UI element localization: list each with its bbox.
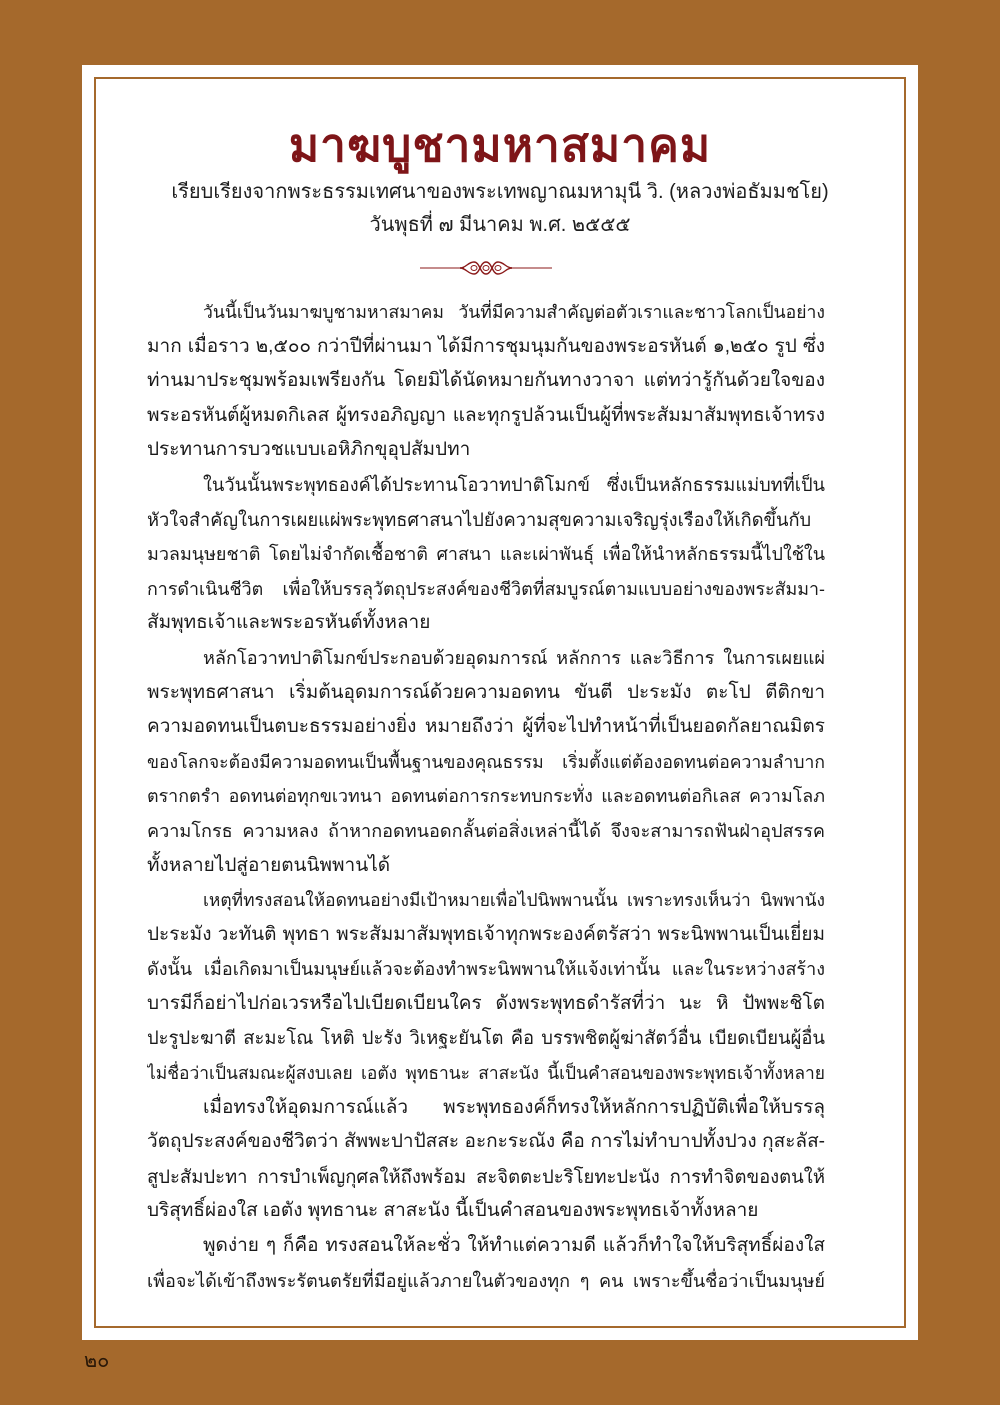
body-line: ประทานการบวชแบบเอหิภิกขุอุปสัมปทา [147, 439, 471, 461]
page-date: วันพุธที่ ๗ มีนาคม พ.ศ. ๒๕๕๕ [369, 214, 631, 236]
body-line: พูดง่าย ๆ ก็คือ ทรงสอนให้ละชั่ว ให้ทำแต่ความดี แล้วก็ทำใจให้บริสุทธิ์ผ่องใส [203, 1235, 825, 1257]
body-line: วันนี้เป็นวันมาฆบูชามหาสมาคม วันที่มีความสำคัญต่อตัวเราและชาวโลกเป็นอย่าง [203, 302, 825, 322]
body-line: ความอดทนเป็นตบะธรรมอย่างยิ่ง หมายถึงว่า ผู้ที่จะไปทำหน้าที่เป็นยอดกัลยาณมิตร [147, 716, 825, 738]
paragraph [147, 468, 825, 641]
body-line: หลักโอวาทปาติโมกข์ประกอบด้วยอุดมการณ์ หลักการ และวิธีการ ในการเผยแผ่ [203, 647, 825, 668]
body-line: ท่านมาประชุมพร้อมเพรียงกัน โดยมิได้นัดหมายกันทางวาจา แต่ทว่ารู้กันด้วยใจของ [147, 370, 825, 392]
body-line: ตรากตรำ อดทนต่อทุกขเวทนา อดทนต่อการกระทบกระทั่ง และอดทนต่อกิเลส ความโลภ [147, 786, 825, 807]
body-line: ดังนั้น เมื่อเกิดมาเป็นมนุษย์แล้วจะต้องทำพระนิพพานให้แจ้งเท่านั้น และในระหว่างสร้าง [147, 959, 825, 980]
body-line: ในวันนั้นพระพุทธองค์ได้ประทานโอวาทปาติโมกข์ ซึ่งเป็นหลักธรรมแม่บทที่เป็น [203, 473, 825, 495]
body-line: เมื่อทรงให้อุดมการณ์แล้ว พระพุทธองค์ก็ทรงให้หลักการปฏิบัติเพื่อให้บรรลุ [203, 1096, 825, 1118]
paragraph [147, 641, 825, 883]
document-page [82, 65, 918, 1340]
body-line: เหตุที่ทรงสอนให้อดทนอย่างมีเป้าหมายเพื่อไปนิพพานนั้น เพราะทรงเห็นว่า นิพพานัง [203, 890, 825, 911]
body-text [147, 295, 825, 1298]
body-line: ของโลกจะต้องมีความอดทนเป็นพื้นฐานของคุณธรรม เริ่มตั้งแต่ต้องอดทนต่อความลำบาก [147, 751, 825, 772]
page-subtitle: เรียบเรียงจากพระธรรมเทศนาของพระเทพญาณมหามุนี วิ. (หลวงพ่อธัมมชโย) [171, 181, 829, 203]
page-number: ๒๐ [84, 1350, 110, 1372]
body-line: หัวใจสำคัญในการเผยแผ่พระพุทธศาสนาไปยังความสุขความเจริญรุ่งเรืองให้เกิดขึ้นกับ [147, 508, 812, 530]
body-line: มาก เมื่อราว ๒,๕๐๐ กว่าปีที่ผ่านมา ได้มีการชุมนุมกันของพระอรหันต์ ๑,๒๕๐ รูป ซึ่ง [147, 335, 825, 357]
body-line: สัมพุทธเจ้าและพระอรหันต์ทั้งหลาย [147, 612, 431, 634]
paragraph [147, 1091, 825, 1229]
body-line: การดำเนินชีวิต เพื่อให้บรรลุวัตถุประสงค์ของชีวิตที่สมบูรณ์ตามแบบอย่างของพระสัมมา- [147, 578, 825, 599]
body-line: พระพุทธศาสนา เริ่มต้นอุดมการณ์ด้วยความอดทน ขันตี ปะระมัง ตะโป ตีติกขา [147, 681, 825, 703]
body-line: ปะระมัง วะทันติ พุทธา พระสัมมาสัมพุทธเจ้าทุกพระองค์ตรัสว่า พระนิพพานเป็นเยี่ยม [147, 923, 825, 945]
body-line: บารมีก็อย่าไปก่อเวรหรือไปเบียดเบียนใคร ดังพระพุทธดำรัสที่ว่า นะ หิ ปัพพะชิโต [147, 992, 825, 1014]
paragraph [147, 1229, 825, 1298]
body-line: สูปะสัมปะทา การบำเพ็ญกุศลให้ถึงพร้อม สะจิตตะปะริโยทะปะนัง การทำจิตของตนให้ [147, 1165, 825, 1187]
body-line: วัตถุประสงค์ของชีวิตว่า สัพพะปาปัสสะ อะกะระณัง คือ การไม่ทำบาปทั้งปวง กุสะลัส- [147, 1131, 825, 1153]
paragraph [147, 883, 825, 1091]
body-line: ทั้งหลายไปสู่อายตนนิพพานได้ [147, 854, 391, 876]
body-line: มวลมนุษยชาติ โดยไม่จำกัดเชื้อชาติ ศาสนา และเผ่าพันธุ์ เพื่อให้นำหลักธรรมนี้ไปใช้ใน [147, 544, 825, 565]
body-line: บริสุทธิ์ผ่องใส เอตัง พุทธานะ สาสะนัง นี้เป็นคำสอนของพระพุทธเจ้าทั้งหลาย [147, 1200, 759, 1222]
ornament-divider-icon [420, 258, 552, 278]
body-line: ความโกรธ ความหลง ถ้าหากอดทนอดกลั้นต่อสิ่งเหล่านี้ได้ จึงจะสามารถฟันฝ่าอุปสรรค [147, 820, 825, 841]
body-line: ไม่ชื่อว่าเป็นสมณะผู้สงบเลย เอตัง พุทธานะ สาสะนัง นี้เป็นคำสอนของพระพุทธเจ้าทั้งหลาย [147, 1063, 825, 1084]
paragraph [147, 295, 825, 468]
body-line: พระอรหันต์ผู้หมดกิเลส ผู้ทรงอภิญญา และทุกรูปล้วนเป็นผู้ที่พระสัมมาสัมพุทธเจ้าทรง [147, 404, 825, 426]
page-title: มาฆบูชามหาสมาคม [288, 119, 712, 171]
body-line: เพื่อจะได้เข้าถึงพระรัตนตรัยที่มีอยู่แล้วภายในตัวของทุก ๆ คน เพราะขึ้นชื่อว่าเป็นมนุษย์ [147, 1270, 825, 1291]
body-line: ปะรูปะฆาตี สะมะโณ โหติ ปะรัง วิเหฐะยันโต คือ บรรพชิตผู้ฆ่าสัตว์อื่น เบียดเบียนผู้อื่น [147, 1027, 825, 1049]
